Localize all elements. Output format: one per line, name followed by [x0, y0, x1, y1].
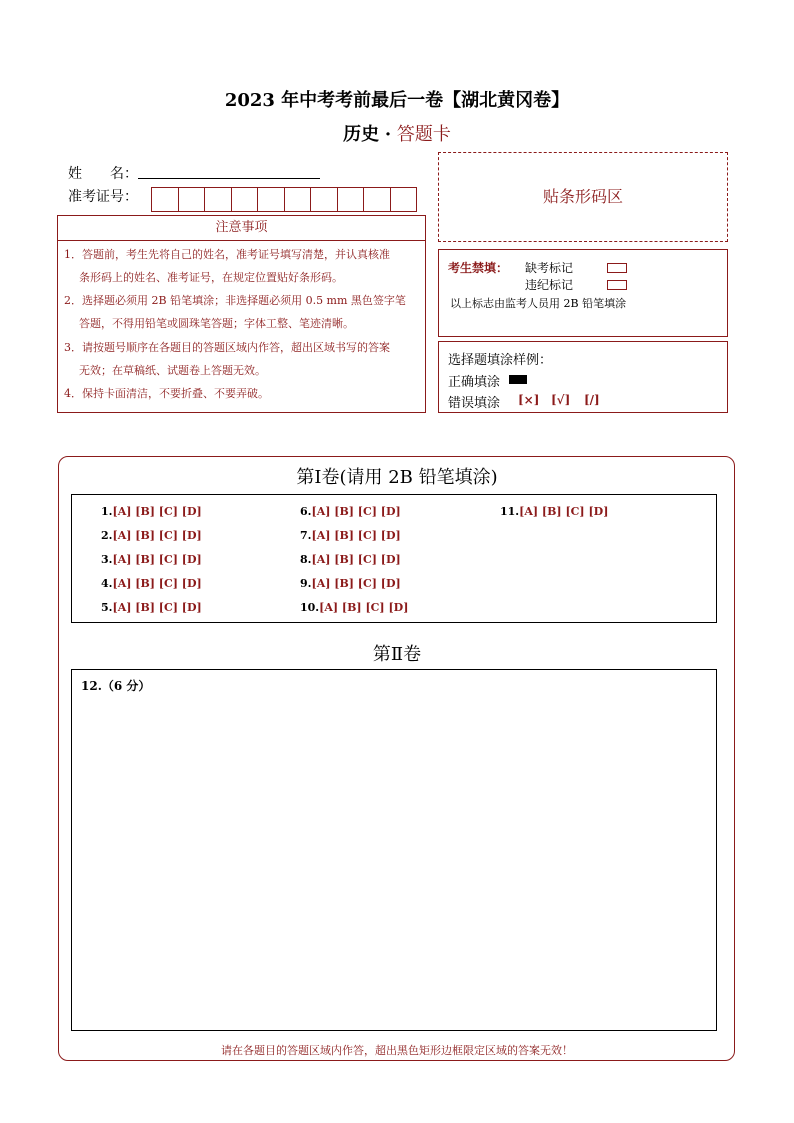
question-number: 3. — [101, 553, 113, 566]
forbidden-note: 以上标志由监考人员用 2B 铅笔填涂 — [450, 297, 627, 310]
forbidden-panel — [438, 249, 728, 337]
notice-line: 1．答题前，考生先将自己的姓名，准考证号填写清楚，并认真核准 — [64, 248, 390, 261]
notice-item — [64, 243, 420, 289]
question-number: 9. — [300, 577, 312, 590]
question-options[interactable]: [A] [B] [C] [D] — [112, 601, 202, 614]
question-number: 8. — [300, 553, 312, 566]
notice-line: 答题，不得用铅笔或圆珠笔答题；字体工整、笔迹清晰。 — [79, 317, 354, 330]
id-box[interactable] — [232, 188, 259, 211]
id-box[interactable] — [205, 188, 232, 211]
part2-title: 第Ⅱ卷 — [372, 644, 422, 665]
exam-id-boxes[interactable] — [151, 187, 417, 212]
absent-label: 缺考标记 — [525, 261, 574, 275]
question-options[interactable]: [A] [B] [C] [D] — [519, 505, 609, 518]
question-number: 7. — [300, 529, 312, 542]
id-label: 准考证号： — [68, 189, 138, 205]
question-number: 10. — [300, 601, 320, 614]
notice-title: 注意事项 — [58, 216, 425, 241]
question-options[interactable]: [A] [B] [C] [D] — [311, 553, 401, 566]
question-12-label: 12.（6 分） — [81, 679, 151, 693]
notice-line: 无效；在草稿纸、试题卷上答题无效。 — [79, 364, 266, 377]
wrong-mark-check: [√] — [551, 393, 571, 407]
id-box[interactable] — [391, 188, 417, 211]
question-number: 5. — [101, 601, 113, 614]
wrong-mark-slash: [/] — [584, 393, 600, 407]
question-row[interactable] — [101, 553, 202, 566]
notice-item — [64, 336, 420, 382]
violation-label: 违纪标记 — [525, 278, 574, 292]
question-number: 4. — [101, 577, 113, 590]
name-label: 姓 名： — [68, 166, 138, 182]
name-input-line[interactable] — [138, 178, 320, 179]
absent-mark-box[interactable] — [607, 263, 627, 273]
question-options[interactable]: [A] [B] [C] [D] — [112, 577, 202, 590]
id-box[interactable] — [258, 188, 285, 211]
barcode-area: 贴条形码区 — [438, 152, 728, 242]
question-row[interactable] — [300, 553, 401, 566]
question-row[interactable] — [300, 601, 408, 614]
correct-fill-mark — [509, 375, 527, 384]
question-number: 11. — [500, 505, 520, 518]
question-options[interactable]: [A] [B] [C] [D] — [311, 577, 401, 590]
id-box[interactable] — [364, 188, 391, 211]
page-title: 2023 年中考考前最后一卷【湖北黄冈卷】 — [224, 90, 570, 111]
sample-title: 选择题填涂样例： — [448, 353, 553, 368]
question-number: 2. — [101, 529, 113, 542]
question-row[interactable] — [101, 577, 202, 590]
question-row[interactable] — [300, 505, 401, 518]
subject-label: 历史 — [343, 124, 380, 145]
question-row[interactable] — [300, 529, 401, 542]
notice-line: 3．请按题号顺序在各题目的答题区域内作答，超出区域书写的答案 — [64, 341, 390, 354]
question-options[interactable]: [A] [B] [C] [D] — [311, 505, 401, 518]
essay-answer-box[interactable] — [71, 669, 717, 1031]
notice-item — [64, 289, 420, 335]
question-row[interactable] — [101, 505, 202, 518]
id-box[interactable] — [338, 188, 365, 211]
id-box[interactable] — [179, 188, 206, 211]
id-box[interactable] — [285, 188, 312, 211]
page-subtitle — [0, 120, 794, 146]
question-number: 1. — [101, 505, 113, 518]
question-options[interactable]: [A] [B] [C] [D] — [112, 529, 202, 542]
question-row[interactable] — [300, 577, 401, 590]
question-row[interactable] — [500, 505, 608, 518]
notice-line: 2．选择题必须用 2B 铅笔填涂；非选择题必须用 0.5 mm 黑色签字笔 — [64, 294, 406, 307]
notice-line: 4．保持卡面清洁，不要折叠、不要弄破。 — [64, 387, 269, 400]
fill-sample-panel — [438, 341, 728, 413]
id-box[interactable] — [311, 188, 338, 211]
question-options[interactable]: [A] [B] [C] [D] — [112, 505, 202, 518]
correct-fill-label: 正确填涂 — [448, 375, 501, 390]
subtitle-separator: · — [384, 124, 392, 145]
question-options[interactable]: [A] [B] [C] [D] — [319, 601, 409, 614]
wrong-mark-x: [×] — [518, 393, 540, 407]
forbidden-label: 考生禁填： — [448, 261, 509, 275]
question-number: 6. — [300, 505, 312, 518]
question-options[interactable]: [A] [B] [C] [D] — [112, 553, 202, 566]
notice-line: 条形码上的姓名、准考证号，在规定位置贴好条形码。 — [79, 271, 343, 284]
question-options[interactable]: [A] [B] [C] [D] — [311, 529, 401, 542]
footer-warning: 请在各题目的答题区域内作答，超出黑色矩形边框限定区域的答案无效！ — [221, 1044, 573, 1057]
notice-item — [64, 382, 420, 405]
notice-panel — [57, 215, 426, 413]
wrong-fill-label: 错误填涂 — [448, 396, 501, 411]
question-row[interactable] — [101, 601, 202, 614]
question-row[interactable] — [101, 529, 202, 542]
id-box[interactable] — [152, 188, 179, 211]
part1-title: 第Ⅰ卷(请用 2B 铅笔填涂) — [296, 467, 498, 488]
violation-mark-box[interactable] — [607, 280, 627, 290]
card-label: 答题卡 — [396, 124, 451, 145]
